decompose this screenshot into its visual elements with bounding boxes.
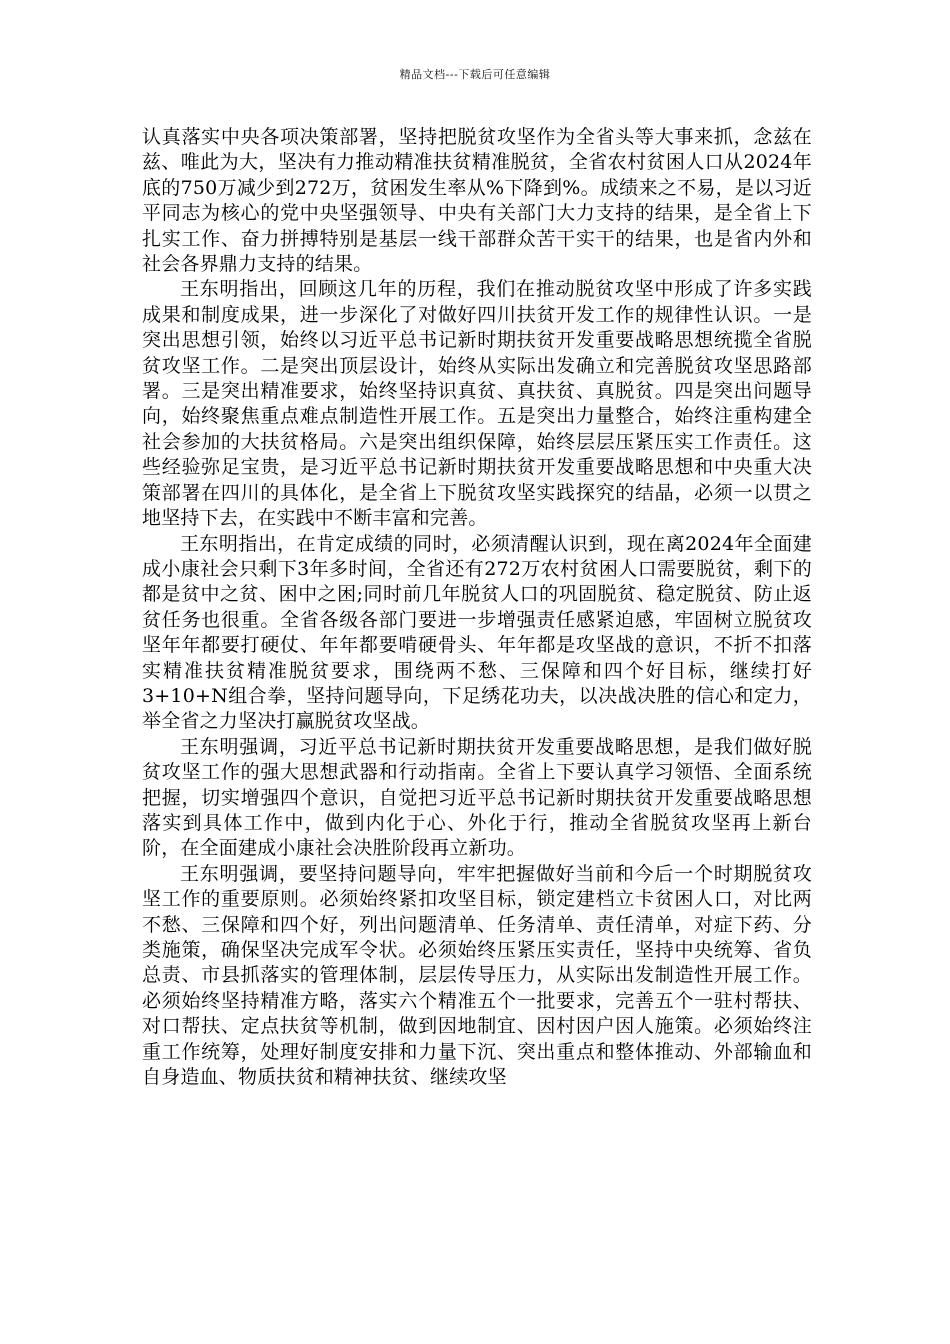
paragraph-2: 王东明指出，回顾这几年的历程，我们在推动脱贫攻坚中形成了许多实践成果和制度成果，进一步深化了对做好四川扶贫开发工作的规律性认识。一是突出思想引领，始终以习近平总书记新时期扶贫开发重要战略思想统揽全省脱贫攻坚工作。二是突出顶层设计，始终从实际出发确立和完善脱贫攻坚思路部署。三是突出精准要求，始终坚持识真贫、真扶贫、真脱贫。四是突出问题导向，始终聚焦重点难点制造性开展工作。五是突出力量整合，始终注重构建全社会参加的大扶贫格局。六是突出组织保障，始终层层压紧压实工作责任。这些经验弥足宝贵，是习近平总书记新时期扶贫开发重要战略思想和中央重大决策部署在四川的具体化，是全省上下脱贫攻坚实践探究的结晶，必须一以贯之地坚持下去，在实践中不断丰富和完善。: [142, 278, 812, 530]
document-body: [142, 125, 812, 1090]
page-header: 精品文档---下载后可任意编辑: [399, 68, 551, 81]
paragraph-4: 王东明强调，习近平总书记新时期扶贫开发重要战略思想，是我们做好脱贫攻坚工作的强大思想武器和行动指南。全省上下要认真学习领悟、全面系统把握，切实增强四个意识，自觉把习近平总书记新时期扶贫开发重要战略思想落实到具体工作中，做到内化于心、外化于行，推动全省脱贫攻坚再上新台阶，在全面建成小康社会决胜阶段再立新功。: [142, 735, 812, 860]
paragraph-3: 王东明指出，在肯定成绩的同时，必须清醒认识到，现在离2024年全面建成小康社会只剩下3年多时间，全省还有272万农村贫困人口需要脱贫，剩下的都是贫中之贫、困中之困;同时前几年脱贫人口的巩固脱贫、稳定脱贫、防止返贫任务也很重。全省各级各部门要进一步增强责任感紧迫感，牢固树立脱贫攻坚年年都要打硬仗、年年都要啃硬骨头、年年都是攻坚战的意识，不折不扣落实精准扶贫精准脱贫要求，围绕两不愁、三保障和四个好目标，继续打好3+10+N组合拳，坚持问题导向，下足绣花功夫，以决战决胜的信心和定力，举全省之力坚决打赢脱贫攻坚战。: [142, 532, 812, 733]
paragraph-1: 认真落实中央各项决策部署，坚持把脱贫攻坚作为全省头等大事来抓，念兹在兹、唯此为大，坚决有力推动精准扶贫精准脱贫，全省农村贫困人口从2024年底的750万减少到272万，贫困发生率从%下降到%。成绩来之不易，是以习近平同志为核心的党中央坚强领导、中央有关部门大力支持的结果，是全省上下扎实工作、奋力拼搏特别是基层一线干部群众苦干实干的结果，也是省内外和社会各界鼎力支持的结果。: [142, 126, 812, 276]
paragraph-5: 王东明强调，要坚持问题导向，牢牢把握做好当前和今后一个时期脱贫攻坚工作的重要原则。必须始终紧扣攻坚目标，锁定建档立卡贫困人口，对比两不愁、三保障和四个好，列出问题清单、任务清单、责任清单，对症下药、分类施策，确保坚决完成军令状。必须始终压紧压实责任，坚持中央统筹、省负总责、市县抓落实的管理体制，层层传导压力，从实际出发制造性开展工作。必须始终坚持精准方略，落实六个精准五个一批要求，完善五个一驻村帮扶、对口帮扶、定点扶贫等机制，做到因地制宜、因村因户因人施策。必须始终注重工作统筹，处理好制度安排和力量下沉、突出重点和整体推动、外部输血和自身造血、物质扶贫和精神扶贫、继续攻坚: [142, 862, 812, 1089]
